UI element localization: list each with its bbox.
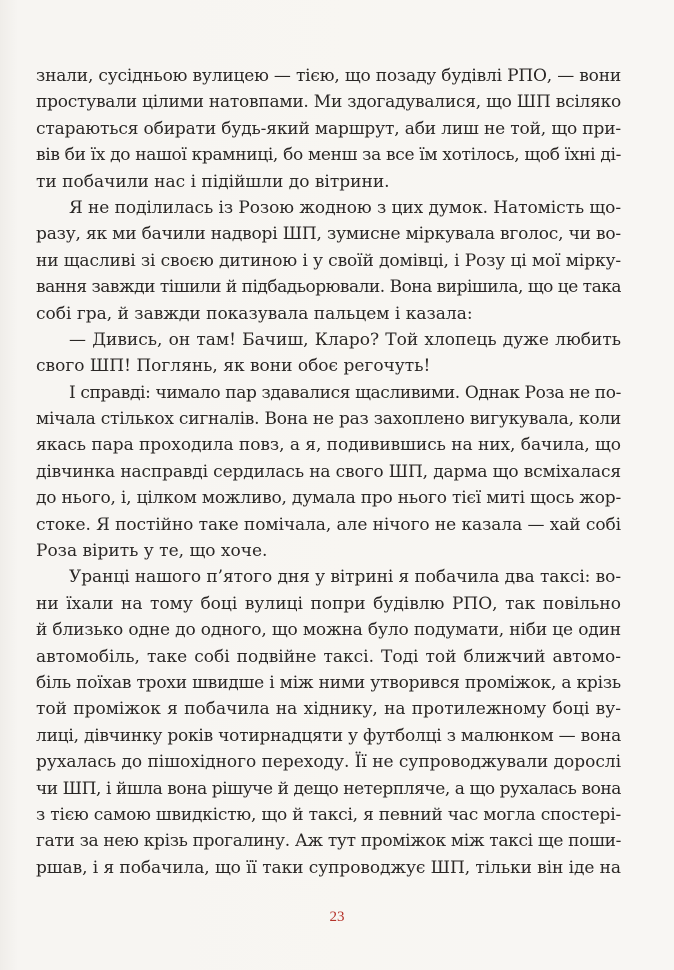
text-line: автомобіль, таке собі подвійне таксі. Тоді той ближчий автомо-: [36, 646, 621, 667]
text-line: собі гра, й завжди показувала пальцем і казала:: [36, 303, 473, 324]
text-line: ни їхали на тому боці вулиці попри будівлю РПО, так повільно: [36, 593, 621, 614]
text-line: ршав, і я побачила, що її таки супроводжує ШП, тільки він іде на: [36, 857, 621, 878]
text-line: ни щасливі зі своєю дитиною і у своїй домівці, і Розу ці мої мірку-: [36, 250, 621, 271]
page-number: 23: [329, 909, 345, 925]
text-line: простували цілими натовпами. Ми здогадувалися, що ШП всіляко: [36, 92, 621, 113]
text-line: І справді: чимало пар здавалися щасливими. Однак Роза не по-: [69, 382, 621, 403]
text-line: гати за нею крізь прогалину. Аж тут проміжок між таксі ще поши-: [36, 831, 621, 852]
body-text: [36, 63, 621, 881]
text-line: Роза вірить у те, що хоче.: [36, 541, 268, 562]
text-line: мічала стількох сигналів. Вона не раз захоплено вигукувала, коли: [36, 409, 621, 430]
text-line: ти побачили нас і підійшли до вітрини.: [36, 171, 390, 192]
text-line: Уранці нашого п’ятого дня у вітрині я побачила два таксі: во-: [69, 567, 621, 588]
text-line: стоке. Я постійно таке помічала, але нічого не казала — хай собі: [36, 514, 621, 535]
text-line: Я не поділилась із Розою жодною з цих думок. Натомість що-: [69, 197, 621, 218]
text-line: до нього, і, цілком можливо, думала про нього тієї миті щось жор-: [36, 488, 621, 509]
text-line: рухалась до пішохідного переходу. Її не супроводжували дорослі: [36, 752, 621, 773]
text-line: біль поїхав трохи швидше і між ними утворився проміжок, а крізь: [36, 672, 621, 693]
text-line: той проміжок я побачила на хіднику, на протилежному боці ву-: [36, 699, 621, 720]
text-line: стараються обирати будь-який маршрут, аби лиш не той, що при-: [36, 118, 621, 139]
text-line: вання завжди тішили й підбадьорювали. Вона вирішила, що це така: [36, 277, 621, 298]
text-line: дівчинка насправді сердилась на свого ШП, дарма що всміхалася: [36, 461, 621, 482]
text-line: якась пара проходила повз, а я, подивившись на них, бачила, що: [36, 435, 621, 456]
text-line: лиці, дівчинку років чотирнадцяти у футболці з малюнком — вона: [36, 725, 621, 746]
text-line: вів би їх до нашої крамниці, бо менш за все їм хотілось, щоб їхні ді-: [36, 145, 621, 166]
text-line: чи ШП, і йшла вона рішуче й дещо нетерпляче, а що рухалась вона: [36, 778, 621, 799]
text-line: — Дивись, он там! Бачиш, Кларо? Той хлопець дуже любить: [69, 329, 621, 350]
text-line: й близько одне до одного, що можна було подумати, ніби це один: [36, 620, 621, 641]
text-line: свого ШП! Поглянь, як вони обоє регочуть!: [36, 356, 431, 377]
text-line: з тією самою швидкістю, що й таксі, я певний час могла спостері-: [36, 804, 621, 825]
text-line: знали, сусідньою вулицею — тією, що позаду будівлі РПО, — вони: [36, 66, 621, 86]
text-line: разу, як ми бачили надворі ШП, зумисне міркувала вголос, чи во-: [36, 224, 621, 245]
